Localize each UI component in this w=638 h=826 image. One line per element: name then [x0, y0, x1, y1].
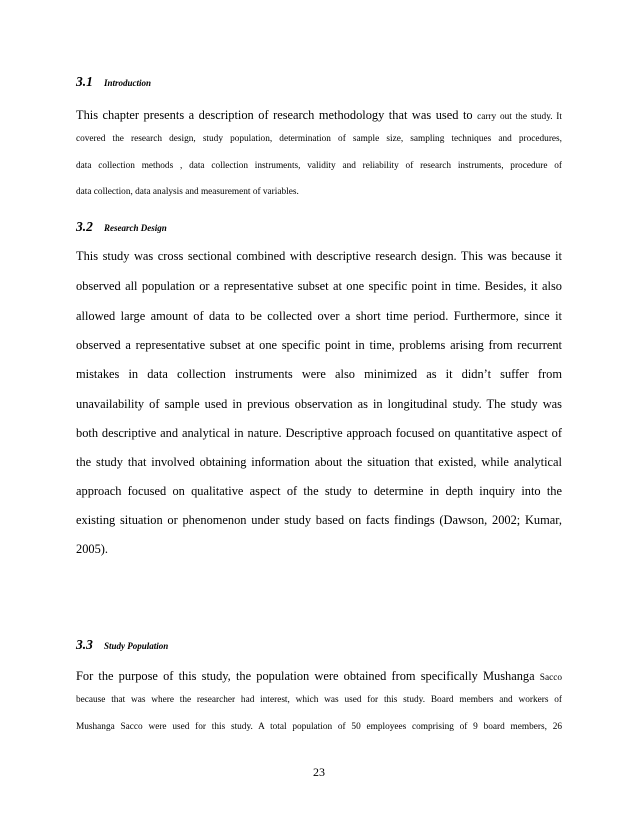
paragraph-line: This study was cross sectional combined with descriptive research design. This was because it	[76, 249, 562, 263]
paragraph-line: For the purpose of this study, the population were obtained from specifically Mushanga Sacco	[76, 669, 562, 683]
section-title: Study Population	[104, 641, 169, 651]
paragraph-line: 2005).	[76, 542, 109, 556]
paragraph-line: Mushanga Sacco were used for this study. A total population of 50 employees comprising of 9 board members, 26	[76, 722, 562, 732]
paragraph-line: data collection methods , data collection instruments, validity and reliability of research instruments, procedure of	[76, 161, 562, 171]
paragraph-line: This chapter presents a description of research methodology that was used to carry out the study. It	[76, 108, 562, 122]
section-number: 3.3	[76, 637, 93, 652]
section-heading-research-design	[76, 218, 167, 236]
section-title: Introduction	[104, 78, 152, 88]
paragraph-line: covered the research design, study population, determination of sample size, sampling techniques and procedures,	[76, 134, 562, 144]
paragraph-line: because that was where the researcher had interest, which was used for this study. Board members and workers of	[76, 695, 562, 705]
paragraph-line: data collection, data analysis and measurement of variables.	[76, 187, 299, 197]
paragraph-line: allowed large amount of data to be collected over a short time period. Furthermore, since it	[76, 309, 562, 323]
paragraph-line: observed all population or a representative subset at one specific point in time. Besides, it also	[76, 279, 562, 293]
section-heading-introduction	[76, 73, 151, 91]
section-number: 3.1	[76, 74, 93, 89]
paragraph-line: the study that involved obtaining information about the situation that existed, while analytical	[76, 455, 562, 469]
paragraph-line: unavailability of sample used in previous observation as in longitudinal study. The study was	[76, 397, 562, 411]
paragraph-line: both descriptive and analytical in nature. Descriptive approach focused on quantitative aspect of	[76, 426, 562, 440]
page-number: 23	[313, 765, 325, 779]
section-number: 3.2	[76, 219, 93, 234]
section-title: Research Design	[104, 223, 167, 233]
section-heading-study-population	[76, 636, 168, 654]
paragraph-line: existing situation or phenomenon under study based on facts findings (Dawson, 2002; Kumar,	[76, 513, 562, 527]
paragraph-line: observed a representative subset at one specific point in time, problems arising from recurrent	[76, 338, 562, 352]
paragraph-line: mistakes in data collection instruments were also minimized as it didn’t suffer from	[76, 367, 562, 381]
paragraph-line: approach focused on qualitative aspect of the study to determine in depth inquiry into the	[76, 484, 562, 498]
